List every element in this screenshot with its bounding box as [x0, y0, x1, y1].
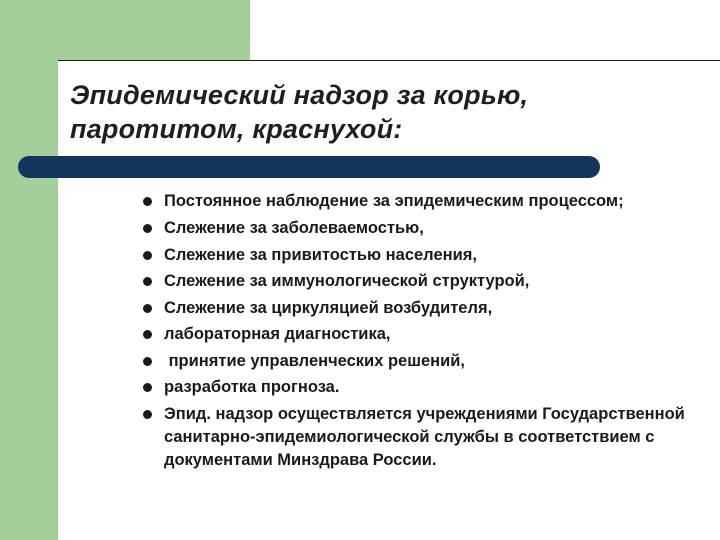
- list-item: [140, 268, 700, 295]
- bullet-dot-icon: [143, 197, 152, 206]
- bullet-dot-icon: [143, 224, 152, 233]
- bullet-dot-icon: [143, 383, 152, 392]
- list-item: [140, 215, 700, 242]
- list-item-text: Эпид. надзор осуществляется учреждениями Государственной санитарно-эпидемиологической службы в соответствием с документами Минздрава России.: [164, 404, 685, 469]
- slide-title-line-2: паротитом, краснухой:: [70, 114, 403, 144]
- list-item: [140, 348, 700, 375]
- list-item: [140, 321, 700, 348]
- list-item-text: Слежение за иммунологической структурой,: [164, 272, 530, 290]
- list-item-text: лабораторная диагностика,: [164, 325, 391, 343]
- bullet-dot-icon: [143, 410, 152, 419]
- list-item: [140, 374, 700, 401]
- bullet-list: [140, 190, 700, 472]
- list-item-text: принятие управленческих решений,: [164, 351, 465, 370]
- decor-navy-bar: [18, 156, 600, 178]
- decor-green-stripe: [0, 60, 58, 540]
- bullet-dot-icon: [143, 304, 152, 313]
- list-item: [140, 242, 700, 269]
- bullet-dot-icon: [143, 277, 152, 286]
- list-item-text: разработка прогноза.: [164, 378, 340, 396]
- list-item: [140, 403, 700, 472]
- list-item: [140, 295, 700, 322]
- slide-title-line-1: Эпидемический надзор за корью,: [70, 80, 529, 110]
- title-underline: [58, 60, 720, 61]
- list-item-text: Слежение за циркуляцией возбудителя,: [164, 298, 493, 317]
- list-item: [140, 190, 700, 212]
- bullet-dot-icon: [143, 357, 152, 366]
- list-item-text: Слежение за привитостью населения,: [164, 245, 477, 264]
- bullet-dot-icon: [143, 330, 152, 339]
- decor-green-block: [0, 0, 250, 60]
- list-item-text: Постоянное наблюдение за эпидемическим процессом;: [164, 192, 624, 210]
- bullet-dot-icon: [143, 251, 152, 260]
- list-item-text: Слежение за заболеваемостью,: [164, 219, 424, 237]
- slide-title: [70, 78, 690, 146]
